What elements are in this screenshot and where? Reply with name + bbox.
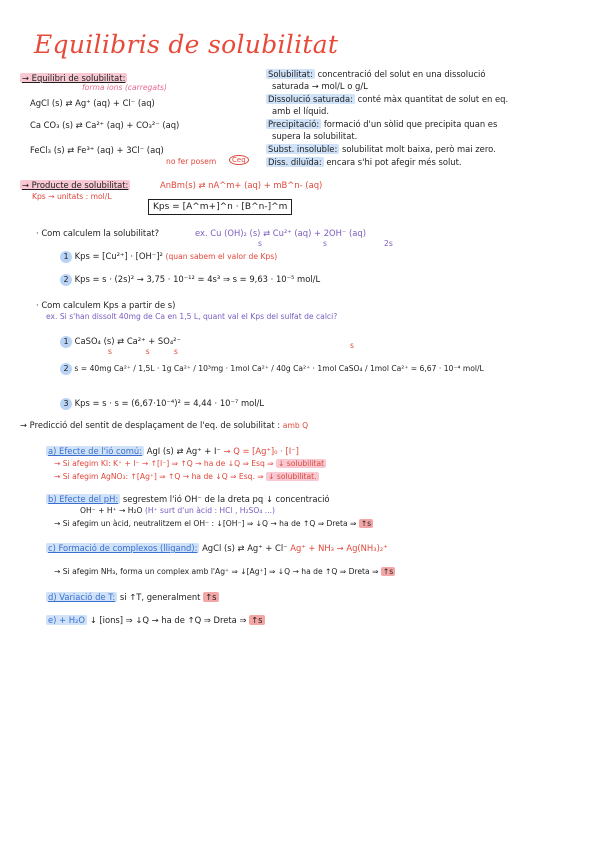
kps-heading: → Producte de solubilitat: (22, 180, 129, 190)
page-title: Equilibris de solubilitat (34, 30, 339, 59)
calc-solubility-step2: 2 Kps = s · (2s)² → 3,75 · 10⁻¹² = 4s³ ⇒ s = 9,63 · 10⁻⁵ mol/L (60, 274, 320, 286)
calc-kps-step1-subs: s s s (108, 347, 178, 356)
calc-solubility-example: ex. Cu (OH)₂ (s) ⇄ Cu²⁺ (aq) + 2OH⁻ (aq) (195, 228, 366, 238)
calc-solubility-step1: 1 Kps = [Cu²⁺] · [OH⁻]² (quan sabem el valor de Kps) (60, 251, 277, 263)
calc-kps-step2: 2 s = 40mg Ca²⁺ / 1,5L · 1g Ca²⁺ / 10³mg · 1mol Ca²⁺ / 40g Ca²⁺ · 1mol CaSO₄ / 1mol Ca²⁺ = 6,67 · 10⁻⁴ mol/L (60, 363, 484, 375)
fecl3-note: no fer posem (166, 157, 217, 166)
ions-note: forma ions (carregats) (82, 83, 167, 92)
section-b-line2: → Si afegim un àcid, neutralitzem el OH⁻ : ↓[OH⁻] ⇒ ↓Q → ha de ↑Q ⇒ Dreta ⇒ ↑s (54, 519, 372, 528)
section-b: b) Efecte del pH: segrestem l'ió OH⁻ de la dreta pq ↓ concentració (48, 494, 330, 504)
reaction-caco3: Ca CO₃ (s) ⇄ Ca²⁺ (aq) + CO₃²⁻ (aq) (30, 120, 180, 130)
definition-solubility: Solubilitat: concentració del solut en una dissolució (268, 69, 486, 79)
calc-kps-s-label: s (350, 341, 354, 350)
definition-precipitation-line2: supera la solubilitat. (272, 131, 358, 141)
step-number-badge: 2 (60, 363, 72, 375)
section-d: d) Variació de T: si ↑T, generalment ↑s (48, 592, 217, 602)
ceq-circled-label: Ceq (229, 155, 249, 165)
sub-s-1: s (258, 239, 262, 248)
step-number-badge: 1 (60, 251, 72, 263)
section-b-line1: OH⁻ + H⁺ → H₂O (H⁺ surt d'un àcid : HCl , H₂SO₄ ...) (80, 506, 275, 515)
calc-kps-step3: 3 Kps = s · s = (6,67·10⁻⁴)² = 4,44 · 10⁻⁷ mol/L (60, 398, 264, 410)
kps-formula-box: Kps = [A^m+]^n · [B^n-]^m (148, 199, 292, 215)
section-c: c) Formació de complexos (lligand): AgCl (s) ⇄ Ag⁺ + Cl⁻ Ag⁺ + NH₃ → Ag(NH₃)₂⁺ (48, 543, 388, 553)
calc-kps-step1: 1 CaSO₄ (s) ⇄ Ca²⁺ + SO₄²⁻ (60, 336, 181, 348)
sub-2s: 2s (384, 239, 393, 248)
section-c-line1: → Si afegim NH₃, forma un complex amb l'Ag⁺ ⇒ ↓[Ag⁺] ⇒ ↓Q → ha de ↑Q ⇒ Dreta ⇒ ↑s (54, 567, 394, 576)
step-number-badge: 3 (60, 398, 72, 410)
reaction-agcl: AgCl (s) ⇄ Ag⁺ (aq) + Cl⁻ (aq) (30, 98, 155, 108)
calc-solubility-question: · Com calculem la solubilitat? (36, 228, 160, 238)
calc-kps-example: ex. Si s'han dissolt 40mg de Ca en 1,5 L, quant val el Kps del sulfat de calci? (46, 312, 338, 321)
definition-insoluble: Subst. insoluble: solubilitat molt baixa, però mai zero. (268, 144, 496, 154)
section-a-line2: → Si afegim AgNO₃: ↑[Ag⁺] ⇒ ↑Q → ha de ↓Q ⇒ Esq. ⇒ ↓ solubilitat. (54, 472, 317, 481)
reaction-fecl3: FeCl₃ (s) ⇄ Fe³⁺ (aq) + 3Cl⁻ (aq) (30, 145, 164, 155)
step-number-badge: 2 (60, 274, 72, 286)
sub-s-2: s (323, 239, 327, 248)
shift-heading: → Predicció del sentit de desplaçament de l'eq. de solubilitat : amb Q (20, 420, 309, 430)
solubility-equilibrium-heading: → Equilibri de solubilitat: (22, 73, 126, 83)
definition-solubility-line2: saturada → mol/L o g/L (272, 81, 368, 91)
section-e: e) + H₂O ↓ [ions] ⇒ ↓Q → ha de ↑Q ⇒ Dreta ⇒ ↑s (48, 615, 263, 625)
step-number-badge: 1 (60, 336, 72, 348)
kps-general-reaction: AnBm(s) ⇄ nA^m+ (aq) + mB^n- (aq) (160, 180, 323, 190)
definition-diluted: Diss. diluïda: encara s'hi pot afegir més solut. (268, 157, 462, 167)
section-a: a) Efecte de l'ió comú: AgI (s) ⇄ Ag⁺ + I⁻ → Q = [Ag⁺]₀ · [I⁻] (48, 446, 299, 456)
calc-kps-question: · Com calculem Kps a partir de s) (36, 300, 176, 310)
section-a-line1: → Si afegim KI: K⁺ + I⁻ → ↑[I⁻] ⇒ ↑Q → ha de ↓Q ⇒ Esq ⇒ ↓ solubilitat (54, 459, 325, 468)
kps-units-note: Kps → unitats : mol/L (32, 192, 112, 201)
definition-saturated-line2: amb el líquid. (272, 106, 329, 116)
definition-precipitation: Precipitació: formació d'un sòlid que precipita quan es (268, 119, 498, 129)
definition-saturated: Dissolució saturada: conté màx quantitat de solut en eq. (268, 94, 509, 104)
